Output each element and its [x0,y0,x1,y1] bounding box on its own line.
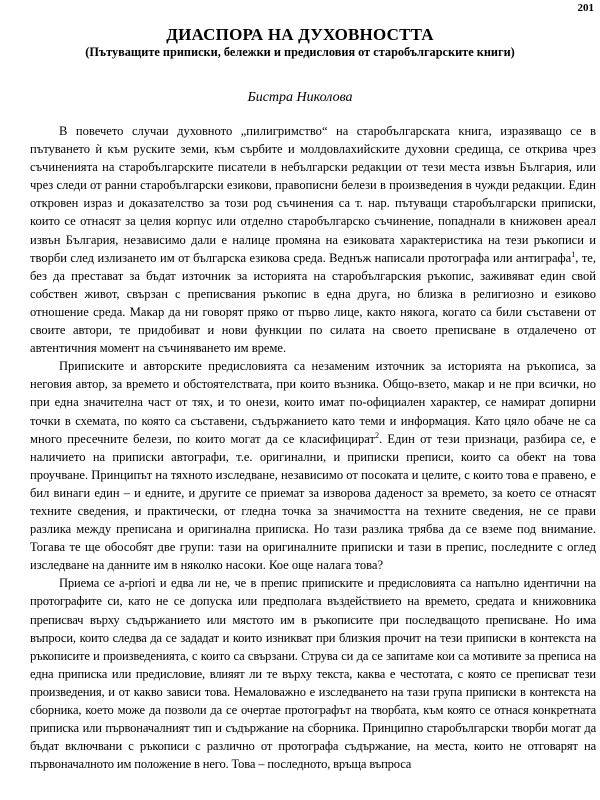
article-subtitle: (Пътуващите приписки, бележки и предисловия от старобългарските книги) [85,45,515,59]
paragraph-1-text-b: , те, без да престават за бъдат източник за историята на старобългарския ръкопис, заживяват един свой собствен живот, свързан с преписвания ръкопис в една друга, но близка в религиозно и езиково отношение среда. Макар да ни говорят пряко от първо лице, както някога, когато са били съставени от своите автори, те придобиват и нови функции по силата на своето преписване в отдалечено от автентичния момент на съчиняването им време. [30,250,597,356]
paragraph-1-text-a: В повечето случаи духовното „пилигримство“ на старобългарската книга, изразяващо се в пътуването ѝ към руските земи, към сърбите и молдовлахийските духовни средища, се открива чрез съчиненията на старобългарските писатели в небългарски редакции от тези места извън България, или чрез следи от ранни старобългарски езикови, правописни белези в произведения в чужди редакции. Един откровен израз и доказателство за този род съчинения са т. нар. пътуващи старобългарски приписки, които се отнасят за целия корпус или отделно старобългарско съчинение, попаднали в книжовен ареал извън България, независимо дали е налице промяна на езиковата характеристика на тези ръкописи и творби след излизането им от българска езикова среда. Веднъж написали протографа или антиграфа [30,124,596,265]
paragraph-3 [30,574,596,773]
paragraph-2-text-a: Приписките и авторските предисловията са незаменим източник за историята на ръкописа, за неговия автор, за времето и обстоятелствата, при които възника. Общо-взето, макар и не при всички, но при една значителна част от тях, и то онези, които имат по-официален характер, се намират допирни точки в схемата, по която са съставени, съдържанието като теми и информация. Като цяло обаче не са много пресечните белези, по които могат да се класифицират [30,359,596,446]
article-title: ДИАСПОРА НА ДУХОВНОСТТА [166,25,434,44]
paragraph-3-text-a: Приема се a-priori и едва ли не, че в препис приписките и предисловията са напълно идентични на протографите си, като не се допуска или предполага въздействието на времето, средата и книжовника преписвач върху съдържанието или мястото им в ръкописите при последващото преписване. Но има въпроси, които следва да се зададат и които изникват при близкия прочит на тези приписки в контекста на ръкописите и произведенията, с които са свързани. Струва си да се запитаме кои са мотивите за преписа на една приписка или предисловие, влияят ли те върху текста, каква е честотата, с която се преписват тези произведения, и от какво зависи това. Немаловажно е изследването на тази група приписки в контекста на сборника, което може да позволи да се очертае протографът на творбата, към която се отнася конкретната приписка или първоначалният тип и съдържание на сборника. Принципно старобългарски творби могат да бъдат включвани с ръкописи с различно от протографа съдържание, на места, които не отговарят на първоначалното им положение в него. Това – последното, връща въпроса [30,576,596,772]
author-name: Бистра Николова [247,90,353,105]
footnote-ref-2[interactable]: 2 [375,430,379,440]
footnote-ref-1[interactable]: 1 [571,249,576,259]
page-number: 201 [577,2,594,14]
article-body [30,122,596,773]
paragraph-2-text-b: . Един от тези признаци, разбира се, е наличието на приписки автографи, т.е. оригинални, и приписки преписи, които са обект на това проучване. Принципът на тяхното изследване, независимо от посоката и целите, с които това е правено, е бил винаги един – и едните, и другите се приемат за изворова даденост за времето, за което се отнасят техните сведения, и практически, от гледна точка за значимостта на техните сведения, не се прави разлика между преписана и оригинална приписка. Но тази разлика трябва да се вземе под внимание. Тогава те ще обособят две групи: тази на оригиналните приписки и тази в препис, последните с оглед изследване на данните им в няколко насоки. Кое още налага това? [30,431,596,573]
paragraph-2 [30,357,596,574]
paragraph-1 [30,122,596,357]
